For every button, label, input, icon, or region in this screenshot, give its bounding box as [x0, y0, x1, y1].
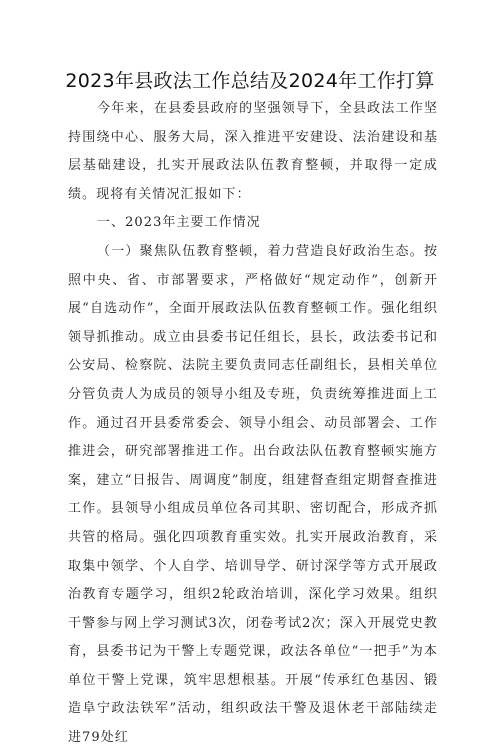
- intro-paragraph: 今年来，在县委县政府的坚强领导下，全县政法工作坚持围绕中心、服务大局，深入推进平安建设、法治建设和基层基础建设，扎实开展政法队伍教育整顿，并取得一定成绩。现将有关情况汇报如下：: [68, 101, 438, 202]
- section-heading: 一、2023年主要工作情况: [97, 215, 261, 231]
- document-body: [68, 95, 438, 753]
- section-paragraph: （一）聚焦队伍教育整顿，着力营造良好政治生态。按照中央、省、市部署要求，严格做好“规定动作”，创新开展“自选动作”，全面开展政法队伍教育整顿工作。强化组织领导抓推动。成立由县委书记任组长，县长，政法委书记和公安局、检察院、法院主要负责同志任副组长，县相关单位分管负责人为成员的领导小组及专班，负责统筹推进面上工作。通过召开县委常委会、领导小组会、动员部署会、工作推进会，研究部署推进工作。出台政法队伍教育整顿实施方案，建立“日报告、周调度”制度，组建督查组定期督查推进工作。县领导小组成员单位各司其职、密切配合，形成齐抓共管的格局。强化四项教育重实效。扎实开展政治教育，采取集中领学、个人自学、培训导学、研讨深学等方式开展政治教育专题学习，组织2轮政治培训，深化学习效果。组织干警参与网上学习测试3次，闭卷考试2次；深入开展党史教育，县委书记为干警上专题党课，政法各单位“一把手”为本单位干警上党课，筑牢思想根基。开展“传承红色基因、锻造阜宁政法铁军”活动，组织政法干警及退休老干部陆续走进79处红: [68, 243, 438, 746]
- document-title: 2023年县政法工作总结及2024年工作打算: [65, 70, 435, 92]
